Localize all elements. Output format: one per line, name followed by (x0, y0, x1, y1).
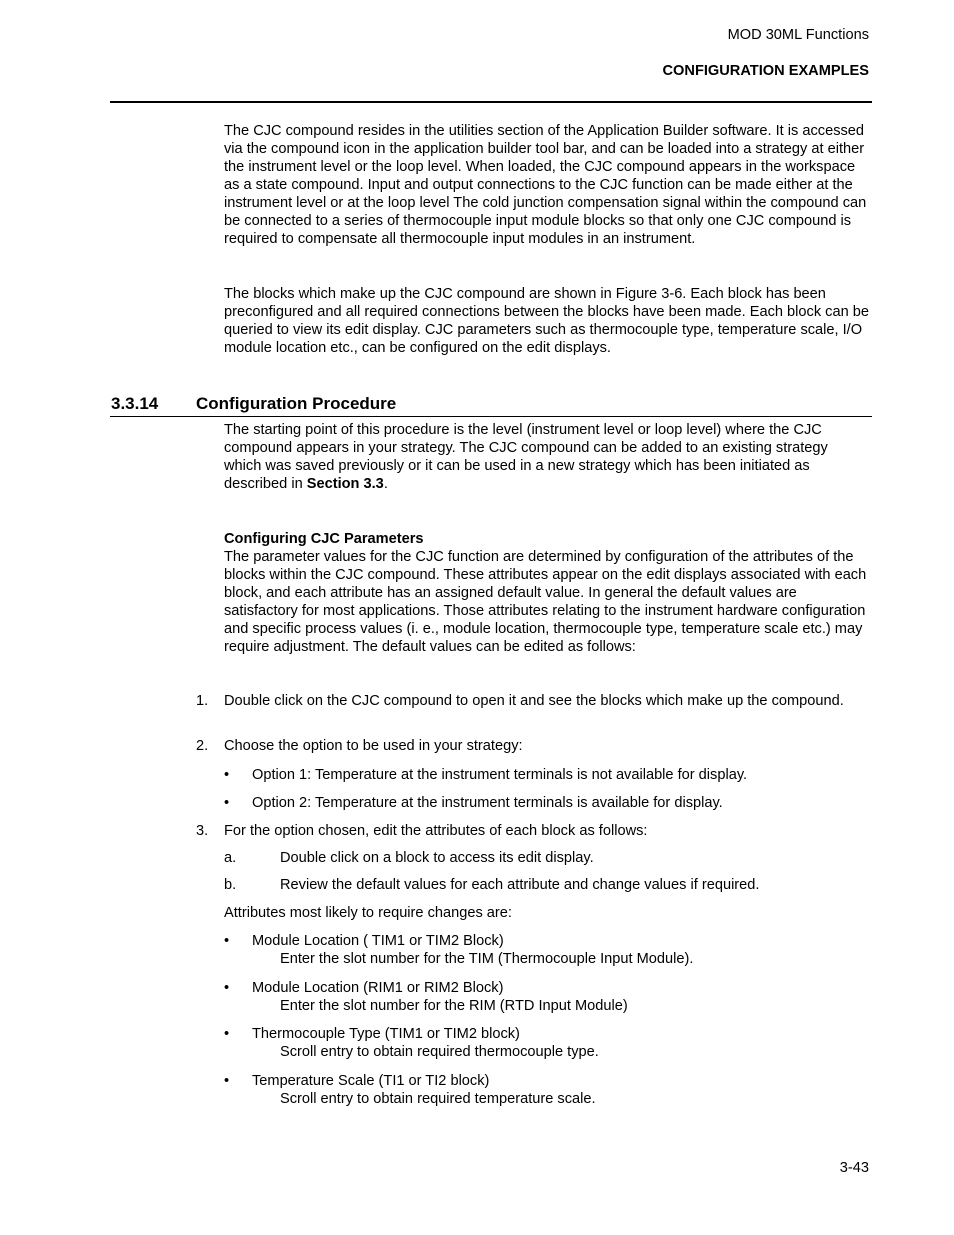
bullet-marker: • (224, 933, 230, 949)
attribute-name: Module Location ( TIM1 or TIM2 Block) (252, 933, 504, 949)
bullet-marker: • (224, 980, 230, 996)
attribute-detail: Scroll entry to obtain required thermocouple type. (280, 1044, 599, 1060)
section-reference: Section 3.3 (306, 476, 384, 492)
intro-paragraph-2: The blocks which make up the CJC compound are shown in Figure 3-6. Each block has been preconfigured and all required connections between the blocks have been made. Each block can be queried to view its edit display. CJC parameters such as thermocouple type, temperature scale, I/O module location etc., can be configured on the edit displays. (224, 286, 869, 356)
option-text: Option 2: Temperature at the instrument terminals is available for display. (252, 795, 723, 811)
step-number: 2. (196, 738, 209, 754)
bullet-marker: • (224, 1026, 230, 1042)
section-divider (110, 416, 872, 417)
attribute-name: Thermocouple Type (TIM1 or TIM2 block) (252, 1026, 520, 1042)
step-number: 3. (196, 823, 209, 839)
section-paragraph-2: The parameter values for the CJC function are determined by configuration of the attributes of the blocks within the CJC compound. These attributes appear on the edit displays associated with each block, and each attribute has an assigned default value. In general the default values are satisfactory for most applications. Those attributes relating to the instrument hardware configuration and specific process values (i. e., module location, thermocouple type, temperature scale etc.) may require adjustment. The default values can be edited as follows: (224, 549, 867, 655)
attribute-name: Temperature Scale (TI1 or TI2 block) (252, 1073, 490, 1089)
attribute-name: Module Location (RIM1 or RIM2 Block) (252, 980, 504, 996)
bullet-marker: • (224, 1073, 230, 1089)
step-text: Choose the option to be used in your strategy: (224, 738, 523, 754)
header-subtitle: CONFIGURATION EXAMPLES (662, 63, 869, 79)
subheading: Configuring CJC Parameters (224, 531, 424, 547)
header-divider (110, 101, 872, 103)
section-paragraph-1-text: The starting point of this procedure is the level (instrument level or loop level) where the CJC compound appears in your strategy. The CJC compound can be added to an existing strategy which was saved previously or it can be used in a new strategy which has been initiated as described in (224, 422, 828, 492)
step-number: 1. (196, 693, 209, 709)
header-title: MOD 30ML Functions (727, 27, 869, 43)
section-number: 3.3.14 (111, 394, 159, 413)
attribute-detail: Enter the slot number for the RIM (RTD Input Module) (280, 998, 628, 1014)
substep-text: Double click on a block to access its edit display. (280, 850, 594, 866)
substep-label: a. (224, 850, 237, 866)
substep-text: Review the default values for each attribute and change values if required. (280, 877, 760, 893)
attributes-intro: Attributes most likely to require changes are: (224, 905, 512, 921)
section-title: Configuration Procedure (196, 394, 397, 413)
option-text: Option 1: Temperature at the instrument terminals is not available for display. (252, 767, 748, 783)
substep-label: b. (224, 877, 237, 893)
intro-paragraph-1: The CJC compound resides in the utilities section of the Application Builder software. It is accessed via the compound icon in the application builder tool bar, and can be loaded into a strategy at either the instrument level or the loop level. When loaded, the CJC compound appears in the workspace as a state compound. Input and output connections to the CJC function can be made either at the instrument level or at the loop level The cold junction compensation signal within the compound can be connected to a series of thermocouple input module blocks so that only one CJC compound is required to compensate all thermocouple input modules in an instrument. (224, 123, 867, 247)
section-paragraph-1 (224, 421, 869, 493)
attribute-detail: Enter the slot number for the TIM (Thermocouple Input Module). (280, 951, 694, 967)
step-text: For the option chosen, edit the attributes of each block as follows: (224, 823, 648, 839)
bullet-marker: • (224, 767, 230, 783)
attribute-detail: Scroll entry to obtain required temperature scale. (280, 1091, 596, 1107)
bullet-marker: • (224, 795, 230, 811)
page-number: 3-43 (839, 1160, 869, 1176)
section-paragraph-1-end: . (383, 476, 388, 492)
step-text: Double click on the CJC compound to open it and see the blocks which make up the compound. (224, 693, 844, 709)
